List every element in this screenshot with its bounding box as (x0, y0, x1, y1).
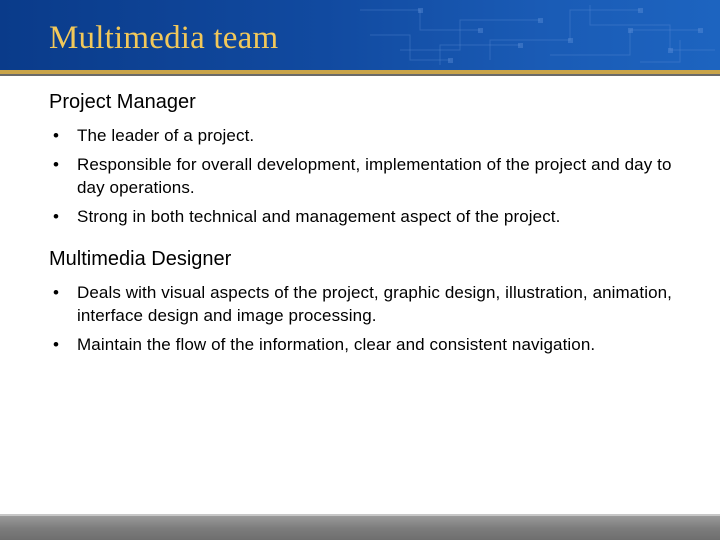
bullet-icon: • (53, 126, 60, 145)
bullet-item (49, 281, 689, 327)
section-heading: Project Manager (49, 91, 196, 113)
bullet-text: Deals with visual aspects of the project, graphic design, illustration, animation, interface design and image processing. (77, 283, 672, 325)
bullet-item (49, 205, 689, 228)
bullet-icon: • (53, 283, 60, 302)
section-heading: Multimedia Designer (49, 248, 232, 270)
bullet-text: The leader of a project. (77, 126, 255, 145)
bullet-item (49, 124, 689, 147)
bullet-text: Strong in both technical and management aspect of the project. (77, 207, 561, 226)
footer-bar (0, 516, 720, 540)
bullet-icon: • (53, 155, 60, 174)
slide-title: Multimedia team (49, 20, 279, 56)
bullet-item (49, 153, 689, 199)
section-multimedia-designer (49, 247, 689, 356)
bullet-text: Responsible for overall development, implementation of the project and day to day operations. (77, 155, 672, 197)
section-project-manager (49, 90, 689, 228)
title-banner (0, 0, 720, 70)
bullet-icon: • (53, 207, 60, 226)
bullet-item (49, 333, 689, 356)
title-underline-shadow (0, 74, 720, 76)
bullet-text: Maintain the flow of the information, clear and consistent navigation. (77, 335, 596, 354)
circuit-pattern-decoration (340, 0, 720, 70)
bullet-list (49, 281, 689, 356)
bullet-icon: • (53, 335, 60, 354)
slide-content (49, 90, 689, 362)
bullet-list (49, 124, 689, 228)
